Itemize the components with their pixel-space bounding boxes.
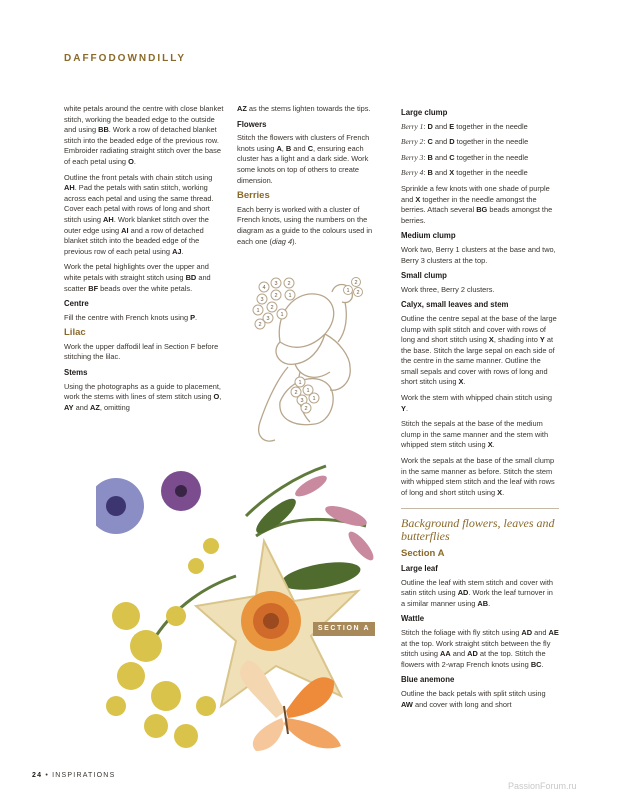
paragraph: AZ as the stems lighten towards the tips. bbox=[237, 104, 371, 113]
section-heading-a: Section A bbox=[401, 548, 445, 560]
diag-label: 2 bbox=[287, 281, 291, 287]
paragraph: Fill the centre with French knots using P. bbox=[64, 312, 198, 322]
section-heading-lilac: Lilac bbox=[64, 327, 86, 339]
diag-label: 2 bbox=[274, 293, 278, 299]
diag-label: 1 bbox=[298, 380, 302, 386]
paragraph: Work the petal highlights over the upper and white petals with straight stitch using BD and scatter BF beads over the white petals. bbox=[64, 262, 211, 293]
diag-label: 2 bbox=[304, 406, 308, 412]
berry-line: Berry 3: B and C together in the needle bbox=[401, 152, 529, 162]
subheading-large-leaf: Large leaf bbox=[401, 564, 438, 573]
diag-label: 2 bbox=[356, 290, 360, 296]
diag-label: 3 bbox=[300, 398, 304, 404]
diag-label: 3 bbox=[274, 281, 278, 287]
embroidery-photo bbox=[96, 456, 396, 756]
paragraph: Outline the back petals with split stitch using AW and cover with long and short bbox=[401, 688, 546, 709]
paragraph: Work the sepals at the base of the small clump in the same manner as before. Stitch the stem with whipped stem stitch and the leaf with rows of long and short stitch using X. bbox=[401, 456, 555, 497]
berry-line: Berry 4: B and X together in the needle bbox=[401, 168, 528, 178]
subheading-large-clump: Large clump bbox=[401, 108, 448, 117]
diag-label: 2 bbox=[354, 280, 358, 286]
column-1 bbox=[64, 104, 224, 418]
subheading-stems: Stems bbox=[64, 368, 88, 378]
column-3 bbox=[401, 104, 559, 715]
subheading-flowers: Flowers bbox=[237, 119, 267, 129]
berry-line: Berry 1: D and E together in the needle bbox=[401, 121, 528, 131]
diag-label: 1 bbox=[288, 293, 292, 299]
subheading-small-clump: Small clump bbox=[401, 271, 447, 281]
diag-label: 1 bbox=[256, 308, 260, 314]
diag-label: 1 bbox=[306, 388, 310, 394]
subheading-wattle: Wattle bbox=[401, 614, 425, 624]
section-divider bbox=[401, 508, 559, 509]
diag-label: 3 bbox=[260, 297, 264, 303]
paragraph: Sprinkle a few knots with one shade of purple and X together in the needle amongst the berries. Attach several BG beads amongst the berries. bbox=[401, 183, 553, 225]
diag-label: 3 bbox=[266, 316, 270, 322]
subheading-blue-anemone: Blue anemone bbox=[401, 675, 455, 685]
section-heading-berries: Berries bbox=[237, 190, 270, 202]
paragraph: Work three, Berry 2 clusters. bbox=[401, 284, 495, 294]
paragraph: Using the photographs as a guide to placement, work the stems with lines of stem stitch using O, AY and AZ, omitting bbox=[64, 381, 222, 412]
diag-label: 2 bbox=[258, 322, 262, 328]
paragraph: Stitch the foliage with fly stitch using AD and AE at the top. Work straight stitch between the fly stitch using AA and AD at the top. Stitch the flowers with 2-wrap French knots using BC. bbox=[401, 627, 559, 669]
paragraph: Stitch the flowers with clusters of French knots using A, B and C, ensuring each cluster has a light and a dark side. Work some knots on top of others to create dimension. bbox=[237, 133, 370, 185]
diag-label: 2 bbox=[294, 390, 298, 396]
heading-background: Background flowers, leaves and butterflies bbox=[401, 516, 555, 544]
berry-line: Berry 2: C and D together in the needle bbox=[401, 137, 529, 147]
berry-diagram bbox=[240, 272, 370, 447]
paragraph: Work the stem with whipped chain stitch using Y. bbox=[401, 393, 553, 413]
paragraph: Work the upper daffodil leaf in Section F before stitching the lilac. bbox=[64, 341, 219, 362]
section-a-label: SECTION A bbox=[313, 622, 375, 636]
paragraph: Stitch the sepals at the base of the medium clump in the same manner and the stem with whipped stem stitch using X. bbox=[401, 419, 549, 450]
diag-label: 2 bbox=[270, 305, 274, 311]
running-header: DAFFODOWNDILLY bbox=[64, 53, 187, 64]
paragraph: white petals around the centre with close blanket stitch, working the beaded edge to the outside and using BB. Work a row of detached blanket stitch into the beaded edge of the previous row. Embroider radiating straight stitch over the base of each petal using O. bbox=[64, 104, 224, 166]
paragraph: Outline the front petals with chain stitch using AH. Pad the petals with satin stitch, working across each petal and using the same thread. Cover each petal with rows of long and short stitch using AH. Work blanket stitch over the outer edge using AI and a row of detached blanket stitch into the beaded edge of the previous row of each petal using AJ. bbox=[64, 172, 214, 256]
paragraph: Outline the leaf with stem stitch and cover with satin stitch using AD. Work the leaf turnover in a similar manner using AB. bbox=[401, 577, 553, 608]
subheading-calyx: Calyx, small leaves and stem bbox=[401, 300, 509, 310]
diag-label: 1 bbox=[280, 312, 284, 318]
page-footer bbox=[32, 772, 115, 779]
subheading-centre: Centre bbox=[64, 299, 89, 309]
publication-name: INSPIRATIONS bbox=[52, 772, 116, 779]
paragraph: Outline the centre sepal at the base of the large clump with split stitch and cover with rows of long and short stitch using X, shading into Y at the base. Stitch the large sepal on each side of the centre in the same manner. Outline the small sepals and cover with rows of long and short stitch using X. bbox=[401, 313, 557, 387]
column-2 bbox=[237, 104, 382, 252]
diag-label: 1 bbox=[346, 288, 350, 294]
paragraph: Work two, Berry 1 clusters at the base and two, Berry 3 clusters at the top. bbox=[401, 244, 556, 265]
diag-label: 4 bbox=[262, 285, 266, 291]
subheading-medium-clump: Medium clump bbox=[401, 231, 456, 241]
diag-label: 1 bbox=[312, 396, 316, 402]
watermark: PassionForum.ru bbox=[508, 781, 577, 791]
page-number: 24 bbox=[32, 772, 43, 779]
footer-separator: • bbox=[45, 772, 49, 779]
paragraph: Each berry is worked with a cluster of French knots, using the numbers on the diagram as a guide to the colours used in each one (diag 4). bbox=[237, 204, 373, 246]
